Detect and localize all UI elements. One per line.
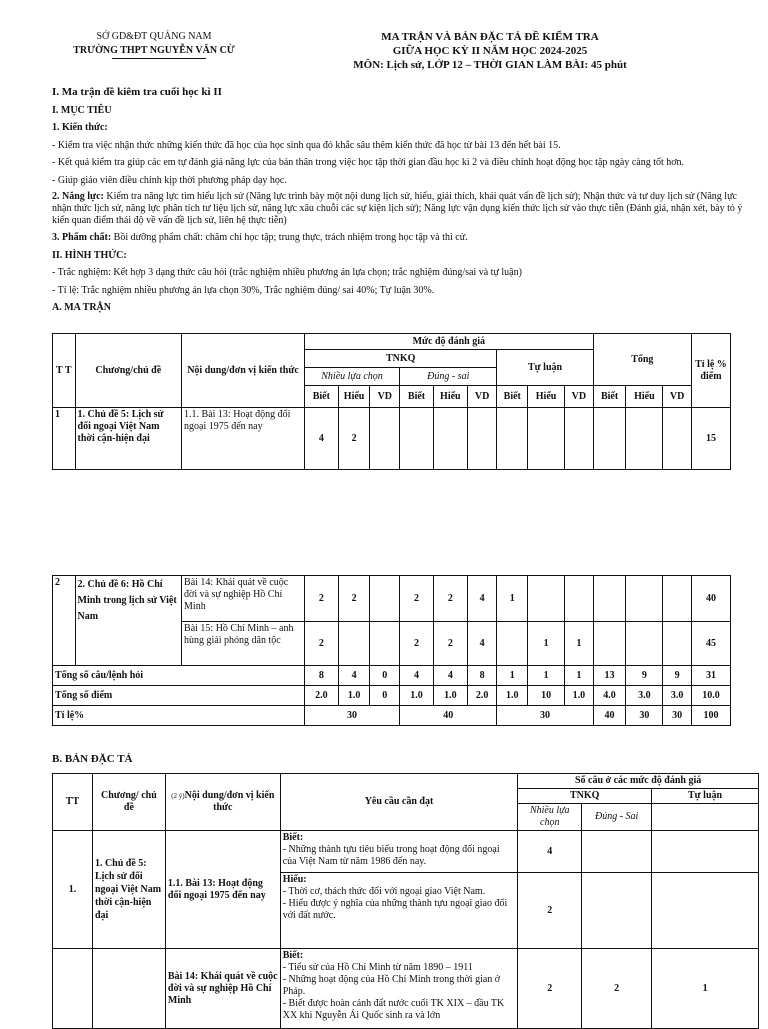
spec-col-count: Số câu ở các mức độ đánh giá bbox=[518, 774, 759, 789]
quality-text: Bồi dưỡng phẩm chất: chăm chỉ học tập; trung thực, trách nhiệm trong học tập và thi cử. bbox=[111, 232, 468, 243]
cell-value bbox=[370, 408, 400, 470]
req-level-label: Biết: bbox=[282, 832, 304, 843]
header-right bbox=[320, 30, 660, 72]
doc-title-2: GIỮA HỌC KỲ II NĂM HỌC 2024-2025 bbox=[392, 45, 588, 57]
cell-ratio: 15 bbox=[691, 408, 730, 470]
spec-col-content-label: Nội dung/đơn vị kiến thức bbox=[184, 790, 275, 813]
cell-ratio: 45 bbox=[691, 622, 730, 666]
cell-value: 4 bbox=[400, 666, 434, 686]
lv-hieu: Hiểu bbox=[338, 386, 370, 408]
cell-value: 9 bbox=[663, 666, 692, 686]
cell-value bbox=[593, 622, 626, 666]
cell-value bbox=[370, 622, 400, 666]
cell-value bbox=[626, 408, 663, 470]
cell-value bbox=[626, 576, 663, 622]
header-left bbox=[52, 30, 256, 58]
lv-biet: Biết bbox=[400, 386, 434, 408]
doc-title-3: MÔN: Lịch sử, LỚP 12 – THỜI GIAN LÀM BÀI: 45 phút bbox=[353, 59, 627, 71]
spec-cell-tt bbox=[53, 949, 93, 1029]
cell-value: 40 bbox=[593, 706, 626, 726]
cell-value: 10 bbox=[528, 686, 565, 706]
cell-value: 1 bbox=[528, 666, 565, 686]
lv-biet: Biết bbox=[497, 386, 528, 408]
cell-value: 9 bbox=[626, 666, 663, 686]
cell-value bbox=[467, 408, 497, 470]
lv-biet: Biết bbox=[304, 386, 338, 408]
req-text: - Những thành tựu tiêu biểu trong hoạt động đối ngoại của Việt Nam từ năm 1986 đến nay. bbox=[282, 844, 500, 867]
spec-cell-tt: 1. bbox=[53, 831, 93, 949]
objective-1: - Kiểm tra việc nhận thức những kiến thức đã học của học sinh qua đó khắc sâu thêm kiến thức đã học từ bài 13 đến hết bài 15. bbox=[52, 139, 561, 151]
col-level: Mức độ đánh giá bbox=[304, 334, 593, 350]
intro-section bbox=[52, 86, 746, 315]
cell-value bbox=[400, 408, 434, 470]
cell-value: 1 bbox=[497, 576, 528, 622]
spec-col-essay: Tự luận bbox=[652, 789, 759, 804]
spec-cell-req bbox=[280, 949, 518, 1029]
col-total: Tổng bbox=[593, 334, 691, 386]
cell-value bbox=[497, 622, 528, 666]
summary-row-questions bbox=[53, 666, 731, 686]
req-level-label: Biết: bbox=[282, 950, 304, 961]
quality-paragraph bbox=[52, 231, 746, 245]
heading-format: II. HÌNH THỨC: bbox=[52, 249, 127, 261]
cell-value: 0 bbox=[370, 666, 400, 686]
heading-spec: B. BẢN ĐẶC TẢ bbox=[52, 753, 133, 765]
lv-vd: VD bbox=[467, 386, 497, 408]
cell-value bbox=[497, 408, 528, 470]
spec-col-mc: Nhiều lựa chọn bbox=[518, 804, 582, 831]
spec-cell-mc: 2 bbox=[518, 949, 582, 1029]
cell-value bbox=[433, 408, 467, 470]
spec-cell-tf bbox=[582, 873, 652, 949]
req-text: - Thời cơ, thách thức đối với ngoại giao Việt Nam. bbox=[282, 886, 486, 897]
cell-value: 2 bbox=[338, 576, 370, 622]
cell-value bbox=[528, 576, 565, 622]
heading-matrix: A. MA TRẬN bbox=[52, 302, 111, 313]
cell-value bbox=[565, 576, 594, 622]
req-text: - Những hoạt động của Hồ Chí Minh trong thời gian ở Pháp. bbox=[282, 974, 501, 997]
cell-value: 2 bbox=[400, 576, 434, 622]
spec-col-note: (2 ý) bbox=[171, 792, 185, 800]
cell-value: 1.0 bbox=[400, 686, 434, 706]
col-ratio: Tỉ lệ % điểm bbox=[691, 334, 730, 408]
cell-value bbox=[370, 576, 400, 622]
cell-value: 1 bbox=[565, 622, 594, 666]
col-mc: Nhiều lựa chọn bbox=[304, 368, 399, 386]
lv-vd: VD bbox=[370, 386, 400, 408]
matrix-table-part2 bbox=[52, 575, 731, 726]
heading-objectives: I. MỤC TIÊU bbox=[52, 104, 112, 116]
lv-hieu: Hiểu bbox=[528, 386, 565, 408]
col-tt: T T bbox=[53, 334, 76, 408]
heading-knowledge: 1. Kiến thức: bbox=[52, 122, 108, 133]
cell-value: 4 bbox=[338, 666, 370, 686]
spec-cell-tf: 2 bbox=[582, 949, 652, 1029]
cell-value: 2.0 bbox=[467, 686, 497, 706]
cell-value: 1.0 bbox=[338, 686, 370, 706]
cell-value: 2 bbox=[400, 622, 434, 666]
cell-value: 2 bbox=[304, 576, 338, 622]
cell-ratio: 40 bbox=[691, 576, 730, 622]
format-1: - Trắc nghiệm: Kết hợp 3 dạng thức câu hỏi (trắc nghiệm nhiều phương án lựa chọn; trắc nghiệm đúng/sai và tự luận) bbox=[52, 267, 522, 278]
spec-table bbox=[52, 773, 759, 1029]
col-chapter: Chương/chủ đề bbox=[75, 334, 182, 408]
cell-value: 100 bbox=[691, 706, 730, 726]
spec-col-content bbox=[165, 774, 280, 831]
spec-cell-essay: 1 bbox=[652, 949, 759, 1029]
competency-text: Kiểm tra năng lực tìm hiểu lịch sử (Năng lực trình bày một nội dung lịch sử, hiểu, giải thích, khái quát vấn đề lịch sử); Nhận thức và tư duy lịch sử (Năng lực nhận thức lịch sử, năng lực phân tích tư liệu lịch sử, năng lực xâu chuỗi các sự kiện lịch sử); Năng lực vận dụng kiến thức lịch sử vào thực tiễn (Đánh giá, nhận xét, bày tỏ ý kiến quan điểm thái độ về vấn đề lịch sử, liên hệ thực tiễn) bbox=[52, 191, 743, 226]
cell-value: 30 bbox=[497, 706, 593, 726]
cell-value bbox=[663, 622, 692, 666]
cell-value: 1 bbox=[497, 666, 528, 686]
cell-value: 3.0 bbox=[663, 686, 692, 706]
cell-value: 13 bbox=[593, 666, 626, 686]
spec-cell-essay bbox=[652, 873, 759, 949]
table-row bbox=[53, 831, 759, 873]
cell-value: 1 bbox=[528, 622, 565, 666]
cell-value: 1.0 bbox=[565, 686, 594, 706]
heading-matrix-exam: I. Ma trận đề kiêm tra cuối học kì II bbox=[52, 86, 222, 98]
req-text: - Tiểu sử của Hồ Chí Minh từ năm 1890 – 1911 bbox=[282, 962, 473, 973]
cell-value bbox=[663, 576, 692, 622]
dept-name: SỞ GD&ĐT QUẢNG NAM bbox=[96, 31, 212, 42]
spec-col-req: Yêu cầu cần đạt bbox=[280, 774, 518, 831]
spec-col-empty bbox=[652, 804, 759, 831]
school-underline bbox=[112, 58, 206, 59]
cell-value: 2 bbox=[433, 576, 467, 622]
cell-value: 30 bbox=[663, 706, 692, 726]
req-text: - Hiểu được ý nghĩa của những thành tựu ngoại giao đối với đất nước. bbox=[282, 898, 508, 921]
matrix-table-part1 bbox=[52, 333, 731, 470]
competency-paragraph bbox=[52, 191, 746, 227]
spec-cell-content: 1.1. Bài 13: Hoạt động đối ngoại 1975 đến nay bbox=[165, 831, 280, 949]
spec-cell-mc: 2 bbox=[518, 873, 582, 949]
cell-value: 31 bbox=[691, 666, 730, 686]
spec-cell-mc: 4 bbox=[518, 831, 582, 873]
cell-content: 1.1. Bài 13: Hoạt động đối ngoại 1975 đến nay bbox=[182, 408, 305, 470]
cell-value: 4 bbox=[467, 622, 497, 666]
cell-value: 8 bbox=[304, 666, 338, 686]
spec-col-tnkq: TNKQ bbox=[518, 789, 652, 804]
cell-value: 2 bbox=[338, 408, 370, 470]
spec-cell-content: Bài 14: Khái quát về cuộc đời và sự nghiệp Hồ Chí Minh bbox=[165, 949, 280, 1029]
cell-value: 1.0 bbox=[497, 686, 528, 706]
summary-row-points bbox=[53, 686, 731, 706]
cell-value bbox=[338, 622, 370, 666]
objective-2: - Kết quả kiểm tra giúp các em tự đánh giá năng lực của bản thân trong việc học tập thời gian đầu học kì 2 và điều chỉnh hoạt động học tập ngày càng tốt hơn. bbox=[52, 157, 685, 168]
doc-title-1: MA TRẬN VÀ BẢN ĐẶC TẢ ĐỀ KIỂM TRA bbox=[381, 31, 599, 43]
cell-value: 1.0 bbox=[433, 686, 467, 706]
col-tnkq: TNKQ bbox=[304, 350, 497, 368]
table-row bbox=[53, 408, 731, 470]
lv-vd: VD bbox=[565, 386, 594, 408]
spec-cell-chapter: 1. Chủ đề 5: Lịch sử đối ngoại Việt Nam thời cận-hiện đại bbox=[92, 831, 165, 949]
cell-value: 8 bbox=[467, 666, 497, 686]
cell-value: 4 bbox=[433, 666, 467, 686]
col-essay: Tự luận bbox=[497, 350, 593, 386]
summary-label: Tổng số câu/lệnh hỏi bbox=[53, 666, 305, 686]
spec-cell-req bbox=[280, 831, 518, 873]
lv-hieu: Hiểu bbox=[433, 386, 467, 408]
objective-3: - Giúp giáo viên điều chỉnh kịp thời phương pháp dạy học. bbox=[52, 174, 287, 186]
col-content: Nội dung/đơn vị kiến thức bbox=[182, 334, 305, 408]
lv-biet: Biết bbox=[593, 386, 626, 408]
cell-chapter: 1. Chủ đề 5: Lịch sử đối ngoại Việt Nam thời cận-hiện đại bbox=[75, 408, 182, 470]
table-row bbox=[53, 576, 731, 622]
spec-col-tt: TT bbox=[53, 774, 93, 831]
cell-value: 40 bbox=[400, 706, 497, 726]
lv-hieu: Hiểu bbox=[626, 386, 663, 408]
cell-value: 10.0 bbox=[691, 686, 730, 706]
cell-value: 0 bbox=[370, 686, 400, 706]
cell-value bbox=[626, 622, 663, 666]
spec-col-chapter: Chương/ chủ đề bbox=[92, 774, 165, 831]
cell-value: 2 bbox=[304, 622, 338, 666]
cell-value: 2.0 bbox=[304, 686, 338, 706]
cell-content: Bài 14: Khái quát về cuộc đời và sự nghiệp Hồ Chí Minh bbox=[182, 576, 305, 622]
cell-value: 3.0 bbox=[626, 686, 663, 706]
cell-value bbox=[663, 408, 692, 470]
spec-col-tf: Đúng - Sai bbox=[582, 804, 652, 831]
summary-label: Tỉ lệ% bbox=[53, 706, 305, 726]
cell-value: 4 bbox=[304, 408, 338, 470]
quality-label: 3. Phẩm chất: bbox=[52, 232, 112, 243]
spec-cell-essay bbox=[652, 831, 759, 873]
cell-value bbox=[593, 408, 626, 470]
req-level-label: Hiểu: bbox=[282, 874, 307, 885]
req-text: - Biết được hoàn cảnh đất nước cuối TK XIX – đầu TK XX khi Nguyễn Ái Quốc sinh ra và lớn bbox=[282, 998, 505, 1021]
cell-content: Bài 15: Hồ Chí Minh – anh hùng giải phóng dân tộc bbox=[182, 622, 305, 666]
cell-tt: 2 bbox=[53, 576, 76, 666]
cell-value: 30 bbox=[626, 706, 663, 726]
cell-tt: 1 bbox=[53, 408, 76, 470]
cell-value: 30 bbox=[304, 706, 399, 726]
col-tf: Đúng - sai bbox=[400, 368, 497, 386]
spec-cell-tf bbox=[582, 831, 652, 873]
spec-cell-chapter bbox=[92, 949, 165, 1029]
cell-value bbox=[528, 408, 565, 470]
cell-value bbox=[593, 576, 626, 622]
lv-vd: VD bbox=[663, 386, 692, 408]
format-2: - Tỉ lệ: Trắc nghiệm nhiều phương án lựa chọn 30%, Trắc nghiệm đúng/ sai 40%; Tự luận 30%. bbox=[52, 284, 435, 296]
cell-chapter: 2. Chủ đề 6: Hồ Chí Minh trong lịch sử Việt Nam bbox=[75, 576, 182, 666]
cell-value: 4.0 bbox=[593, 686, 626, 706]
summary-row-ratio bbox=[53, 706, 731, 726]
spec-cell-req bbox=[280, 873, 518, 949]
cell-value: 1 bbox=[565, 666, 594, 686]
cell-value: 4 bbox=[467, 576, 497, 622]
table-row bbox=[53, 949, 759, 1029]
school-name: TRƯỜNG THPT NGUYỄN VĂN CỪ bbox=[73, 45, 235, 56]
cell-value: 2 bbox=[433, 622, 467, 666]
cell-value bbox=[565, 408, 594, 470]
summary-label: Tổng số điểm bbox=[53, 686, 305, 706]
competency-label: 2. Năng lực: bbox=[52, 191, 104, 202]
